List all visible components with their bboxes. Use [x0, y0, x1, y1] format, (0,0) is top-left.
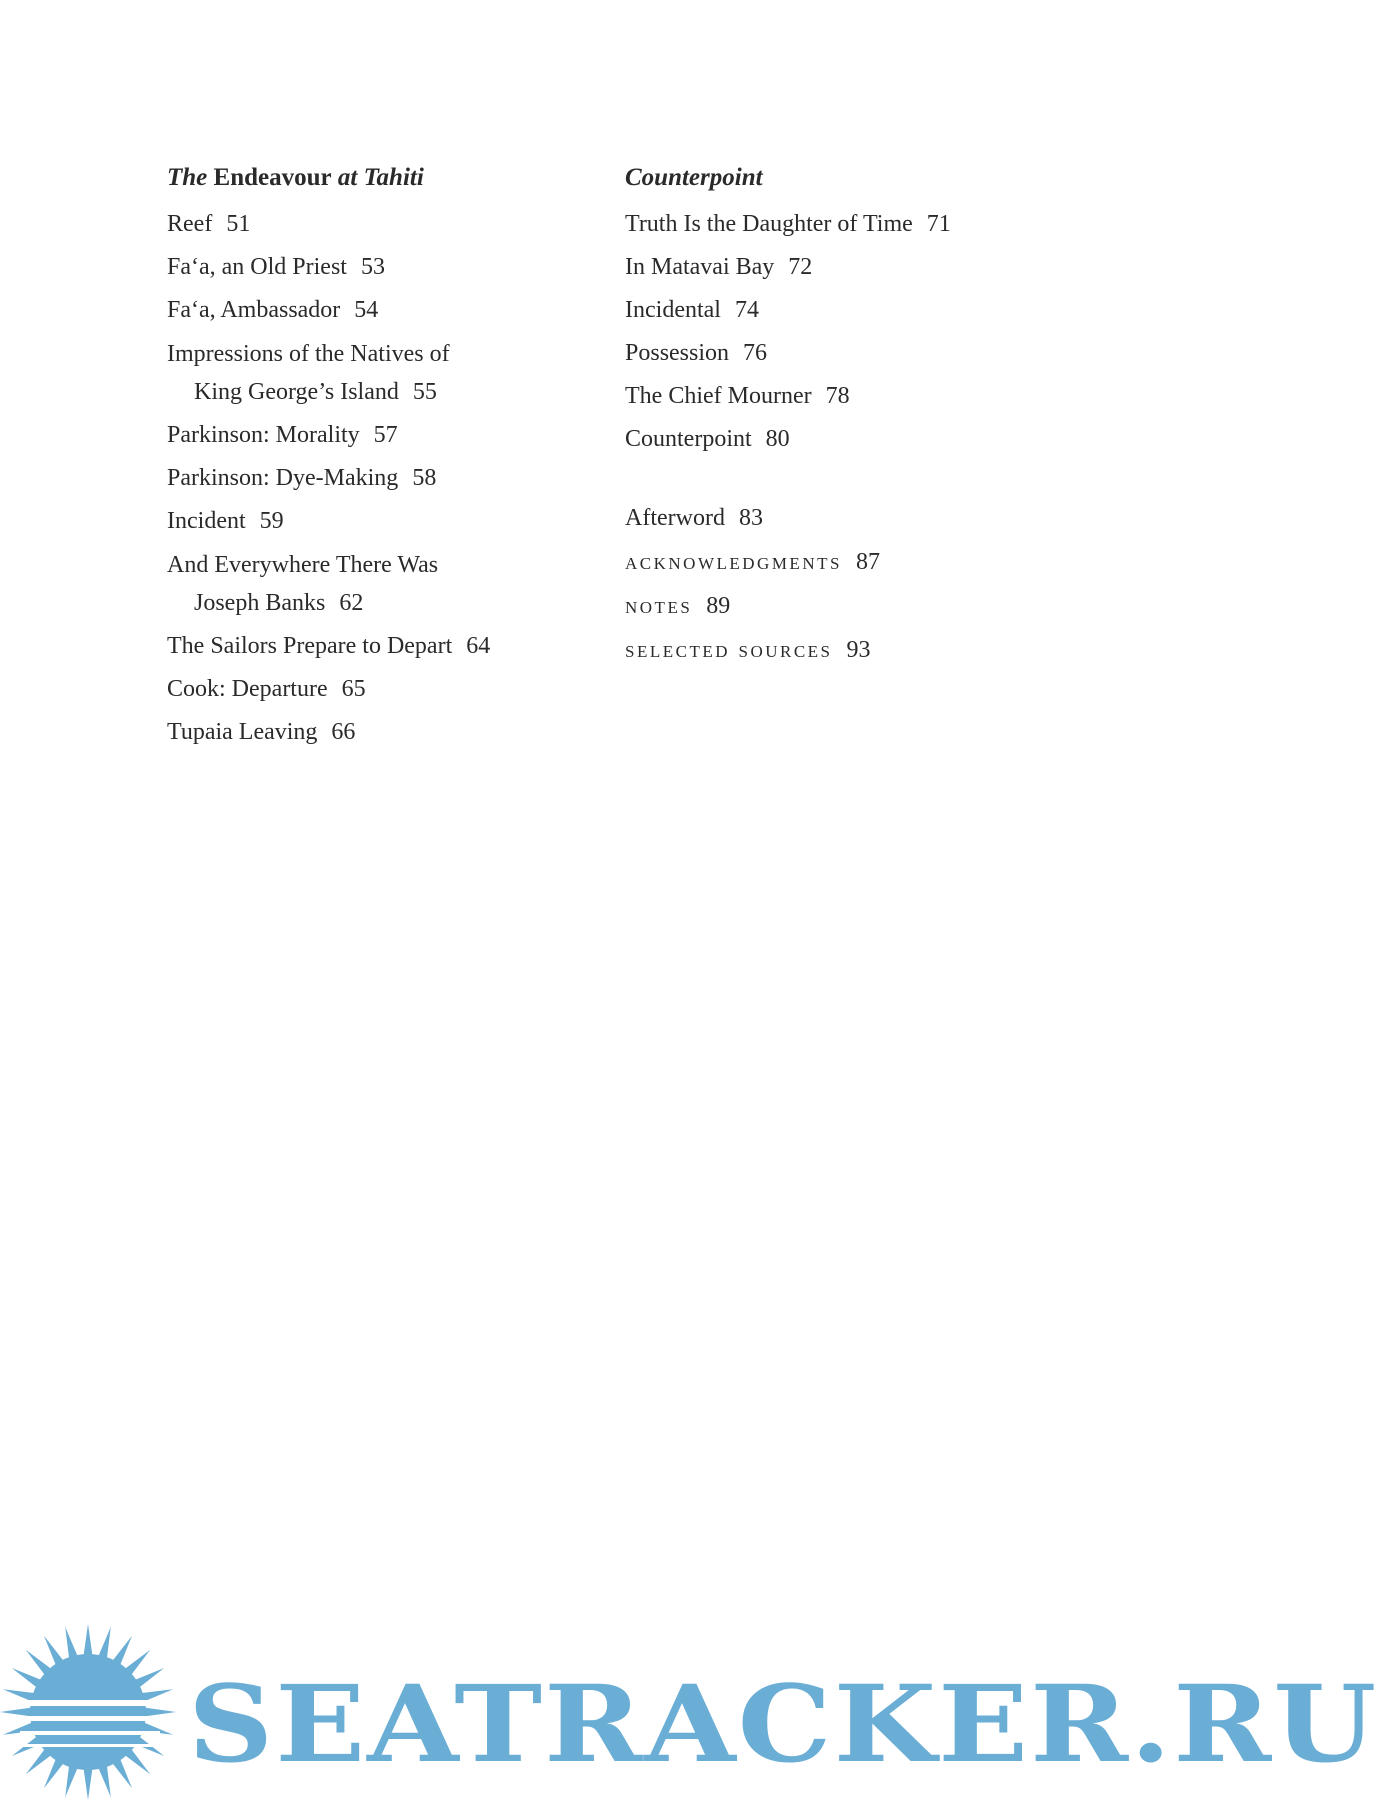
toc-entry[interactable]: [167, 503, 627, 540]
entry-page-number: 57: [373, 422, 398, 448]
entry-page-number: 58: [412, 465, 437, 491]
entry-page-number: 65: [341, 676, 366, 702]
toc-entry[interactable]: [167, 714, 627, 751]
entry-title: The Chief Mourner: [625, 383, 812, 409]
entry-title: Counterpoint: [625, 426, 752, 452]
entry-title: Truth Is the Daughter of Time: [625, 211, 913, 237]
entry-title: The Sailors Prepare to Depart: [167, 633, 453, 659]
entry-page-number: 59: [259, 508, 284, 534]
entry-page-number: 93: [846, 637, 871, 663]
section-heading-counterpoint: [625, 162, 1085, 194]
entry-page-number: 78: [825, 383, 850, 409]
entry-title-line2: Joseph Banks: [194, 590, 326, 616]
entry-title: Incident: [167, 508, 246, 534]
entry-title: Parkinson: Morality: [167, 422, 360, 448]
entry-page-number: 54: [354, 297, 379, 323]
toc-entry-acknowledgments[interactable]: [625, 543, 1085, 581]
entry-title: acknowledgments: [625, 549, 842, 575]
toc-entry[interactable]: [625, 249, 1085, 286]
toc-entry[interactable]: [167, 460, 627, 497]
entry-title: selected sources: [625, 637, 833, 663]
entry-title: Reef: [167, 211, 213, 237]
toc-entry[interactable]: [625, 335, 1085, 372]
entry-title: notes: [625, 593, 693, 619]
toc-entry-notes[interactable]: [625, 587, 1085, 625]
entry-title: Cook: Departure: [167, 676, 328, 702]
toc-entry-afterword[interactable]: [625, 500, 1085, 537]
toc-entry[interactable]: [167, 335, 627, 411]
toc-entry[interactable]: [167, 628, 627, 665]
watermark-text: SEATRACKER.RU: [188, 1661, 1378, 1787]
entry-page-number: 71: [926, 211, 951, 237]
watermark: [0, 1620, 1378, 1800]
entry-title: Possession: [625, 340, 730, 366]
toc-entry[interactable]: [167, 671, 627, 708]
heading-part-endeavour: Endeavour: [213, 164, 332, 191]
toc-entry[interactable]: [625, 292, 1085, 329]
entry-page-number: 53: [360, 254, 385, 280]
toc-entry[interactable]: [167, 292, 627, 329]
toc-entry[interactable]: [167, 206, 627, 243]
entry-page-number: 83: [738, 505, 763, 531]
entry-page-number: 51: [226, 211, 251, 237]
toc-entry[interactable]: [625, 378, 1085, 415]
entry-title: Afterword: [625, 505, 725, 531]
entry-page-number: 66: [331, 719, 356, 745]
toc-right-column: [625, 162, 1085, 675]
entry-page-number: 74: [734, 297, 759, 323]
entry-page-number: 89: [706, 593, 731, 619]
entry-page-number: 55: [412, 379, 437, 405]
sun-icon: [0, 1620, 190, 1800]
heading-part-the: The: [167, 164, 214, 191]
entry-page-number: 72: [788, 254, 813, 280]
toc-left-column: [167, 162, 627, 757]
section-heading-endeavour: [167, 162, 627, 194]
toc-entry[interactable]: [625, 206, 1085, 243]
entry-page-number: 80: [765, 426, 790, 452]
entry-title-line2: King George’s Island: [194, 379, 399, 405]
entry-title: Parkinson: Dye-Making: [167, 465, 399, 491]
entry-title: In Matavai Bay: [625, 254, 775, 280]
entry-title-line1: And Everywhere There Was: [167, 552, 439, 578]
entry-title: Fa‘a, Ambassador: [167, 297, 341, 323]
entry-page-number: 76: [743, 340, 768, 366]
entry-title: Incidental: [625, 297, 721, 323]
entry-title-line1: Impressions of the Natives of: [167, 341, 450, 367]
toc-entry-selected-sources[interactable]: [625, 631, 1085, 669]
heading-part-at-tahiti: at Tahiti: [331, 164, 424, 191]
entry-page-number: 62: [339, 590, 364, 616]
heading-text: Counterpoint: [625, 164, 763, 191]
toc-entry[interactable]: [167, 546, 627, 622]
toc-entry[interactable]: [167, 249, 627, 286]
entry-page-number: 64: [466, 633, 491, 659]
entry-title: Tupaia Leaving: [167, 719, 318, 745]
entry-page-number: 87: [855, 549, 880, 575]
toc-entry[interactable]: [625, 421, 1085, 458]
entry-title: Fa‘a, an Old Priest: [167, 254, 347, 280]
toc-entry[interactable]: [167, 417, 627, 454]
